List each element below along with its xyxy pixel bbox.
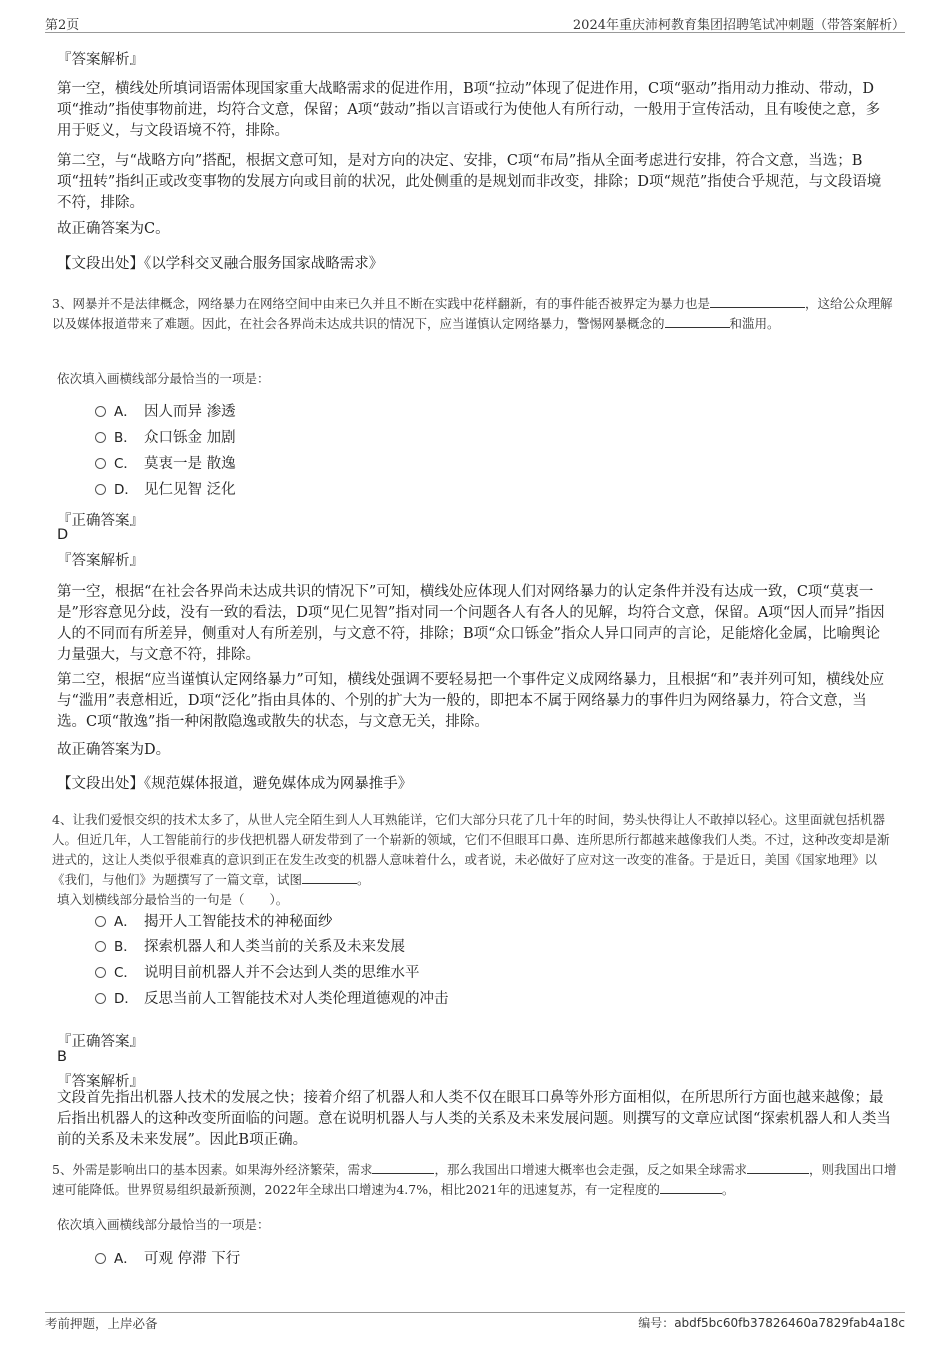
footer-divider	[45, 1312, 905, 1313]
q4-analysis-para1: 文段首先指出机器人技术的发展之快；接着介绍了机器人和人类不仅在眼耳口鼻等外形方面相似，在所思所行方面也越来越像；最后指出机器人的这种改变所面临的问题。意在说明机器人与人类的关系及未来发展问题。则撰写的文章应试图“探索机器人和人类当前的关系及未来发展”。因此B项正确。	[57, 1090, 891, 1148]
q4-prompt: 填入划横线部分最恰当的一句是（ ）。	[57, 892, 289, 907]
q2-conclusion: 故正确答案为C。	[57, 221, 170, 237]
radio-icon[interactable]	[95, 1253, 106, 1264]
radio-icon[interactable]	[95, 432, 106, 443]
q3-blank-2[interactable]	[665, 315, 730, 328]
q3-analysis-para1: 第一空，根据“在社会各界尚未达成共识的情况下”可知，横线处应体现人们对网络暴力的认定条件并没有达成一致，C项“莫衷一是”形容意见分歧，没有一致的看法，D项“见仁见智”指对同一个问题各人有各人的见解，均符合文意，保留。A项“因人而异”指因人的不同而有所差异，侧重对人有所差别，与文意不符，排除；B项“众口铄金”指众人异口同声的言论，足能熔化金属，比喻舆论力量强大，与文意不符，排除。	[57, 584, 885, 663]
radio-icon[interactable]	[95, 484, 106, 495]
q3-correct-answer: D	[57, 527, 69, 543]
q3-option-d[interactable]: D． 见仁见智 泛化	[95, 479, 236, 501]
q3-correct-label: 『正确答案』	[57, 513, 144, 529]
q4-option-b[interactable]: B． 探索机器人和人类当前的关系及未来发展	[95, 936, 405, 958]
q3-prompt: 依次填入画横线部分最恰当的一项是：	[57, 371, 270, 386]
radio-icon[interactable]	[95, 406, 106, 417]
q5-blank-2[interactable]	[747, 1161, 809, 1174]
q3-option-c[interactable]: C． 莫衷一是 散逸	[95, 453, 236, 475]
radio-icon[interactable]	[95, 967, 106, 978]
q5-prompt: 依次填入画横线部分最恰当的一项是：	[57, 1217, 270, 1232]
document-code: 编号：abdf5bc60fb37826460a7829fab4a18c	[638, 1316, 905, 1330]
q4-option-c[interactable]: C． 说明目前机器人并不会达到人类的思维水平	[95, 962, 420, 984]
radio-icon[interactable]	[95, 993, 106, 1004]
q3-analysis-para2: 第二空，根据“应当谨慎认定网络暴力”可知，横线处强调不要轻易把一个事件定义成网络暴力，且根据“和”表并列可知，横线处应与“滥用”表意相近，D项“泛化”指由具体的、个别的扩大为一般的，即把本不属于网络暴力的事件归为网络暴力，符合文意，当选。C项“散逸”指一种闲散隐逸或散失的状态，与文意无关，排除。	[57, 672, 885, 730]
q5-blank-3[interactable]	[660, 1181, 722, 1194]
q3-blank-1[interactable]	[710, 295, 805, 308]
radio-icon[interactable]	[95, 941, 106, 952]
q2-analysis-label: 『答案解析』	[57, 52, 144, 68]
q4-correct-answer: B	[57, 1049, 67, 1065]
q3-stem: 3、网暴并不是法律概念，网络暴力在网络空间中由来已久并且不断在实践中花样翻新，有的事件能否被界定为暴力也是 ，这给公众理解以及媒体报道带来了难题。因此，在社会各界尚未达成共识的情况下，应当谨慎认定网络暴力，警惕网暴概念的 和滥用。	[52, 296, 893, 331]
q2-source: 【文段出处】《以学科交叉融合服务国家战略需求》	[57, 256, 384, 272]
q3-option-a[interactable]: A． 因人而异 渗透	[95, 401, 236, 423]
q5-stem: 5、外需是影响出口的基本因素。如果海外经济繁荣，需求 ，那么我国出口增速大概率也会走强，反之如果全球需求 ，则我国出口增速可能降低。世界贸易组织最新预测，2022年全球出口增速为4.7%，相比2021年的迅速复苏，有一定程度的 。	[52, 1162, 897, 1197]
q4-correct-label: 『正确答案』	[57, 1034, 144, 1050]
q4-blank[interactable]	[302, 871, 357, 884]
page-header	[45, 14, 905, 32]
q3-analysis-label: 『答案解析』	[57, 553, 144, 569]
q4-option-a[interactable]: A． 揭开人工智能技术的神秘面纱	[95, 911, 333, 933]
q2-analysis-para2: 第二空，与“战略方向”搭配，根据文意可知，是对方向的决定、安排，C项“布局”指从全面考虑进行安排，符合文意，当选；B项“扭转”指纠正或改变事物的发展方向或目前的状况，此处侧重的是规划而非改变，排除；D项“规范”指使合乎规范，与文段语境不符，排除。	[57, 153, 882, 211]
q3-conclusion: 故正确答案为D。	[57, 742, 171, 758]
header-divider	[45, 32, 905, 33]
q3-option-b[interactable]: B． 众口铄金 加剧	[95, 427, 236, 449]
q4-option-d[interactable]: D． 反思当前人工智能技术对人类伦理道德观的冲击	[95, 988, 449, 1010]
q5-blank-1[interactable]	[372, 1161, 434, 1174]
document-title: 2024年重庆沛柯教育集团招聘笔试冲刺题（带答案解析）	[572, 18, 905, 33]
q5-option-a[interactable]: A． 可观 停滞 下行	[95, 1248, 240, 1270]
page-number: 第2页	[45, 18, 80, 33]
q2-analysis-para1: 第一空，横线处所填词语需体现国家重大战略需求的促进作用，B项“拉动”体现了促进作用，C项“驱动”指用动力推动、带动，D项“推动”指使事物前进，均符合文意，保留；A项“鼓动”指以言语或行为使他人有所行动，一般用于宣传活动，且有唆使之意，多用于贬义，与文段语境不符，排除。	[57, 81, 881, 139]
radio-icon[interactable]	[95, 916, 106, 927]
radio-icon[interactable]	[95, 458, 106, 469]
q4-analysis-label: 『答案解析』	[57, 1074, 144, 1090]
footer-slogan: 考前押题，上岸必备	[45, 1316, 158, 1331]
q4-stem: 4、让我们爱恨交织的技术太多了，从世人完全陌生到人人耳熟能详，它们大部分只花了几十年的时间，势头快得让人不敢掉以轻心。这里面就包括机器人。但近几年，人工智能前行的步伐把机器人研发带到了一个崭新的领域，它们不但眼耳口鼻、连所思所行都越来越像我们人类。不过，这种改变却是渐进式的，这让人类似乎很难真的意识到正在发生改变的机器人意味着什么，或者说，未必做好了应对这一改变的准备。于是近日，美国《国家地理》以《我们，与他们》为题撰写了一篇文章，试图 。	[52, 812, 890, 887]
q3-source: 【文段出处】《规范媒体报道，避免媒体成为网暴推手》	[57, 776, 413, 792]
